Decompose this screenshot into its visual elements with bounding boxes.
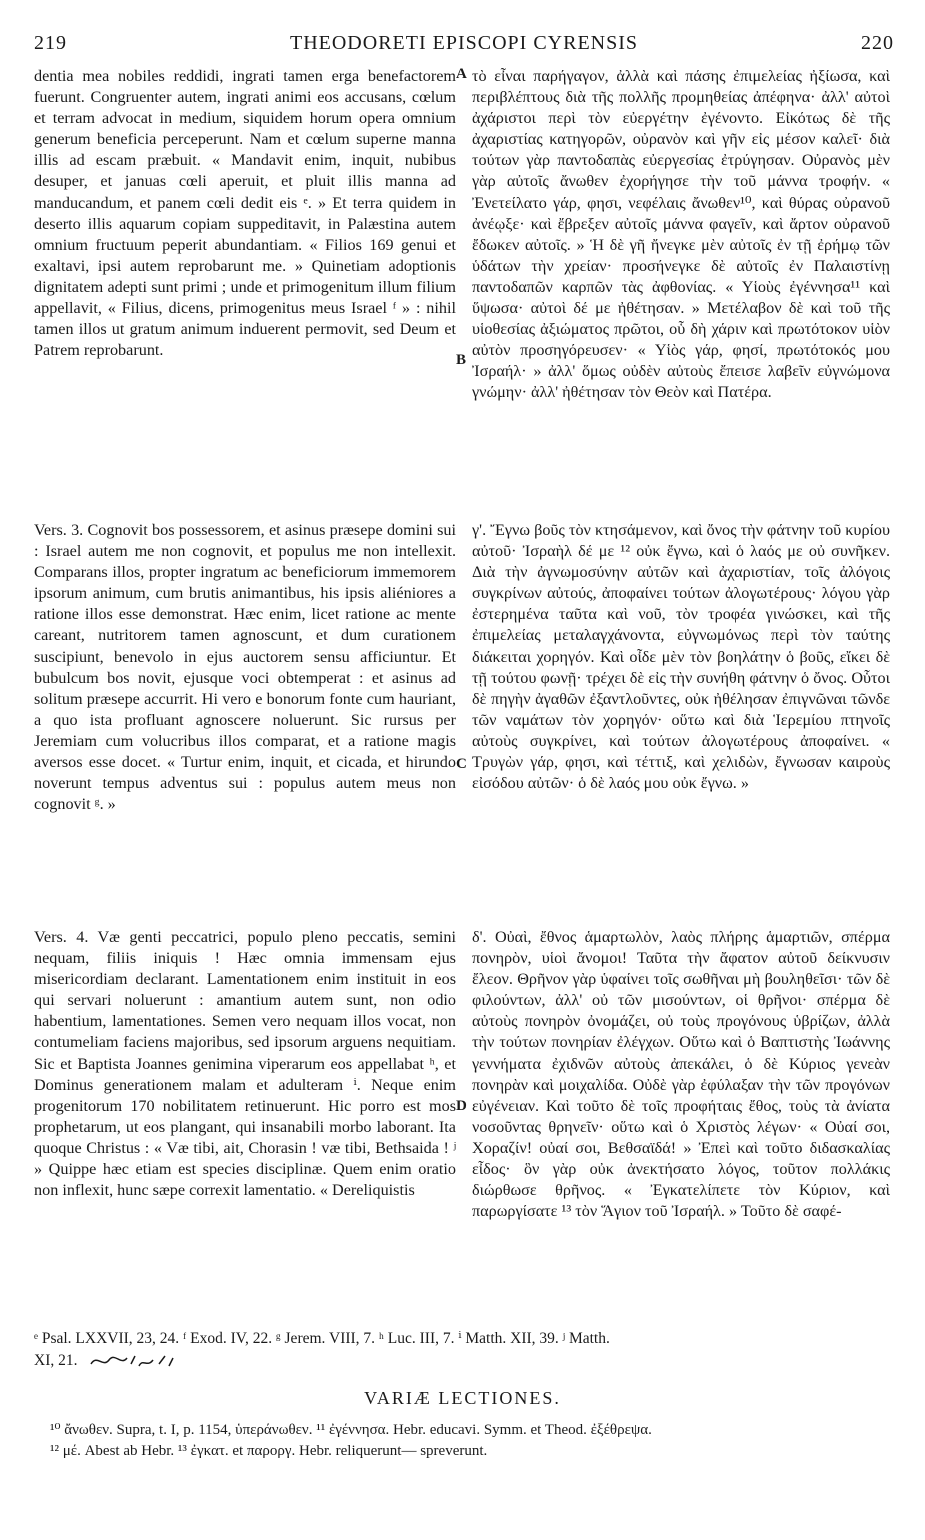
variant-line: ¹² μέ. Abest ab Hebr. ¹³ ἐγκατ. et παροργ. Hebr. reliquerunt— spreverunt.	[50, 1443, 488, 1459]
margin-letter-b: B	[456, 352, 467, 368]
greek-column-section-2	[472, 520, 890, 794]
page-number-right: 220	[861, 32, 894, 54]
page-number-left: 219	[34, 32, 67, 54]
footnotes	[34, 1328, 894, 1372]
latin-column-section-2	[34, 520, 456, 815]
variae-lectiones	[50, 1420, 895, 1462]
handwritten-annotation	[87, 1352, 177, 1370]
latin-paragraph: Vers. 4. Væ genti peccatrici, populo pleno peccatis, semini nequam, filiis iniquis ! Hæc omnia immensam ejus misericordiam declarant. Lamentationem enim instituit in eos qui servari noluerunt : amantium autem sunt, non odio habentium, lamentationes. Semen vero nequam illos vocat, non contumeliam faciens majoribus, sed ipsorum arguens nequitiam. Sic et Baptista Joannes genimina viperarum eos appellabat ʰ, et Dominus generationem malam et adulteram ⁱ. Neque enim progenitorum 170 nobilitatem retinuerunt. Hic porro est mos prophetarum, ut eos plangant, qui insanabili morbo laborant. Ita quoque Christus : « Væ tibi, ait, Chorasin ! væ tibi, Bethsaida ! ʲ » Quippe hæc etiam est species disciplinæ. Quem enim oratio non inflexit, hunc sæpe correxit lamentatio. « Dereliquistis	[34, 928, 456, 1200]
greek-column-section-3	[472, 927, 890, 1222]
footnote-line: XI, 21.	[34, 1350, 894, 1372]
variae-lectiones-title: VARIÆ LECTIONES.	[364, 1388, 561, 1408]
margin-letter-d: D	[456, 1098, 467, 1114]
footnote-line: ᵉ Psal. LXXVII, 23, 24. ᶠ Exod. IV, 22. ᵍ Jerem. VIII, 7. ʰ Luc. III, 7. ⁱ Matth. XII, 39. ʲ Matth.	[34, 1330, 610, 1347]
greek-paragraph: δ'. Οὐαὶ, ἔθνος ἁμαρτωλὸν, λαὸς πλήρης ἁμαρτιῶν, σπέρμα πονηρὸν, υἱοὶ ἄνομοι! Ταῦτα τὴν ἄφατον αὐτοῦ δείκνυσιν ἔλεον. Θρῆνον γὰρ ὑφαίνει τοῖς σωθῆναι μὴ βουληθεῖσι· τῶν δὲ φιλούντων, ἀλλ' οὐ τῶν μισούντων, οἱ θρῆνοι· σπέρμα δὲ αὐτοὺς πονηρὸν ὀνομάζει, οὐ τοὺς προγόνους ὑβρίζων, ἀλλὰ τὴν τούτων πονηρίαν ἐλέγχων. Οὕτω καὶ ὁ Βαπτιστὴς Ἰωάννης γεννήματα ἐχιδνῶν αὐτοὺς ἀπεκάλει, ὁ δὲ Κύριος γενεὰν πονηρὰν καὶ μοιχαλίδα. Οὐδὲ γὰρ ἐφύλαξαν τὴν τῶν προγόνων εὐγένειαν. Καὶ τοῦτο δὲ τοῖς προφήταις ἔθος, τοὺς τὰ ἀνίατα νοσοῦντας θρηνεῖν· οὕτω καὶ ὁ Χριστὸς λέγων· « Οὐαί σοι, Χοραζίν! οὐαί σοι, Βεθσαϊδά! » Ἐπεὶ καὶ τοῦτο διδασκαλίας εἶδος· ὃν γὰρ οὐκ ἀνεκτήσατο λόγος, τοῦτον πολλάκις διώρθωσε θρῆνος. « Ἐγκατελίπετε τὸν Κύριον, καὶ παρωργίσατε ¹³ τὸν Ἅγιον τοῦ Ἰσραήλ. » Τοῦτο δὲ σαφέ-	[472, 928, 890, 1221]
latin-paragraph: Vers. 3. Cognovit bos possessorem, et asinus præsepe domini sui : Israel autem me non cognovit, et populus me non intellexit. Comparans illos, propter ingratum ac beneficiorum immemorem ipsorum animum, cum brutis animantibus, his ipsis aliéniores a ratione illos esse demonstrat. Hæc enim, licet ratione ac mente careant, nutritorem tamen agnoscunt, et dum curationem suscipiunt, benevolo in ejus auctorem sensu afficiuntur. Et bubulcum bos novit, ejusque voci obtemperat : et asinus ad solitum præsepe accurrit. Hi vero e bonorum fonte cum hauriant, a quo ista profluant agnoscere noluerunt. Sic rursus per Jeremiam cum volucribus illos comparat, et a ratione magis aversos esse docet. « Turtur enim, inquit, et cicada, et hirundo noverunt tempus adventus sui : populus autem meus non cognovit ᵍ. »	[34, 521, 456, 814]
latin-column-section-1	[34, 66, 456, 361]
greek-paragraph: γ'. Ἔγνω βοῦς τὸν κτησάμενον, καὶ ὄνος τὴν φάτνην τοῦ κυρίου αὐτοῦ· Ἰσραὴλ δέ με ¹² οὐκ ἔγνω, καὶ ὁ λαός με οὐ συνῆκεν. Διὰ τὴν ἀγνωμοσύνην αὐτῶν καὶ ἀχαριστίαν, τοῖς ἀλόγοις συγκρίνων αὐτούς, ἀποφαίνει τούτων ἀλογωτέρους· λόγου γὰρ ἐστερημένα ταῦτα καὶ νοῦ, τὸν τροφέα γινώσκει, καὶ τῆς ἐπιμελείας μεταλαγχάνοντα, εὐγνωμόνως περὶ τὸν ταύτης διάκειται χορηγόν. Καὶ οἶδε μὲν τὸν βοηλάτην ὁ βοῦς, εἴκει δὲ τῇ τούτου φωνῇ· τρέχει δὲ εἰς τὴν συνήθη φάτνην ὁ ὄνος. Οὗτοι δὲ πηγὴν ἀγαθῶν ἐξαντλοῦντες, οὐκ ἠθέλησαν ἐπιγνῶναι τῶνδε τῶν ναμάτων τὸν χορηγόν· οὕτω καὶ διὰ Ἱερεμίου πτηνοῖς αὐτοὺς συγκρίνει, καὶ τούτων ἀλογωτέρους ἀποφαίνει. « Τρυγὼν γάρ, φησι, καὶ τέττιξ, καὶ χελιδὼν, ἔγνωσαν καιροὺς εἰσόδου αὐτῶν· ὁ δὲ λαός μου οὐκ ἔγνω. »	[472, 521, 890, 793]
greek-column-section-1	[472, 66, 890, 404]
margin-letter-c: C	[456, 756, 467, 772]
greek-paragraph: τὸ εἶναι παρήγαγον, ἀλλὰ καὶ πάσης ἐπιμελείας ἠξίωσα, καὶ περιβλέπτους διὰ τῆς πολλῆς προμηθείας ἀπέφηνα· ἀλλ' αὐτοὶ ἀχάριστοι περὶ τὸν εὐεργέτην ἐγένοντο. Εἰκότως δὲ τῆς ἀχαριστίας κατηγορῶν, οὐρανὸν καὶ γῆν εἰς μέσον καλεῖ· διὰ τούτων γὰρ παντοδαπὰς εὐεργεσίας ἐτρύγησαν. Οὐρανὸς μὲν γὰρ αὐτοῖς ἄνωθεν ἐχορήγησε τὴν τοῦ μάννα τροφήν. « Ἐνετείλατο γάρ, φησι, νεφέλαις ἄνωθεν¹⁰, καὶ θύρας οὐρανοῦ ἀνέῳξε· καὶ ἔβρεξεν αὐτοῖς μάννα φαγεῖν, καὶ ἄρτον οὐρανοῦ ἔδωκεν αὐτοῖς. » Ἡ δὲ γῆ ἤνεγκε μὲν αὐτοῖς ἐν τῇ ἐρήμῳ τῶν ὑδάτων τὴν χρείαν· προσήνεγκε δὲ αὐτοῖς ἐν Παλαιστίνῃ παντοδαπῶν καρπῶν τὰς ἀφθονίας. « Υἱοὺς ἐγέννησα¹¹ καὶ ὕψωσα· αὐτοὶ δέ με ἠθέτησαν. » Μετέλαβον δὲ καὶ τοῦ τῆς υἱοθεσίας ἀξιώματος πρῶτοι, οὗ δὴ χάριν καὶ πρωτότοκον υἱὸν αὐτὸν προσηγόρευσεν· « Υἱὸς γάρ, φησί, πρωτότοκός μου Ἰσραήλ· » ἀλλ' ὅμως οὐδὲν αὐτοὺς ἔπεισε λαβεῖν εὐγνώμονα γνώμην· ἀλλ' ἠθέτησαν τὸν Θεὸν καὶ Πατέρα.	[472, 67, 890, 402]
variant-line: ¹⁰ ἄνωθεν. Supra, t. I, p. 1154, ὑπεράνωθεν. ¹¹ ἐγέννησα. Hebr. educavi. Symm. et Theod. ἐξέθρεψα.	[50, 1422, 652, 1438]
running-title: THEODORETI EPISCOPI CYRENSIS	[289, 32, 639, 54]
running-header	[34, 32, 894, 62]
latin-column-section-3	[34, 927, 456, 1201]
margin-letter-a: A	[456, 66, 467, 82]
latin-paragraph: dentia mea nobiles reddidi, ingrati tamen erga benefactorem fuerunt. Congruenter autem, ingrati animi eos accusans, cœlum et terram advocat in medium, siquidem horum opera omnium generum beneficia perceperunt. Nam et cœlum superne manna illis ad escam præbuit. « Mandavit enim, inquit, nubibus desuper, et januas cœli aperuit, et pluit illis manna ad manducandum, et panem cœli dedit eis ᵉ. » Et terra quidem in deserto illis aquarum copiam suppeditavit, in Palæstina autem omnium fructuum peperit abundantiam. « Filios 169 genui et exaltavi, ipsi autem reprobarunt me. » Quinetiam adoptionis dignitatem adepti sunt primi ; unde et primogenitum illum filium appellavit, « Filius, dicens, primogenitus meus Israel ᶠ » : nihil tamen illos ut gratum animum induerent permovit, sed Deum et Patrem reprobarunt.	[34, 67, 456, 360]
